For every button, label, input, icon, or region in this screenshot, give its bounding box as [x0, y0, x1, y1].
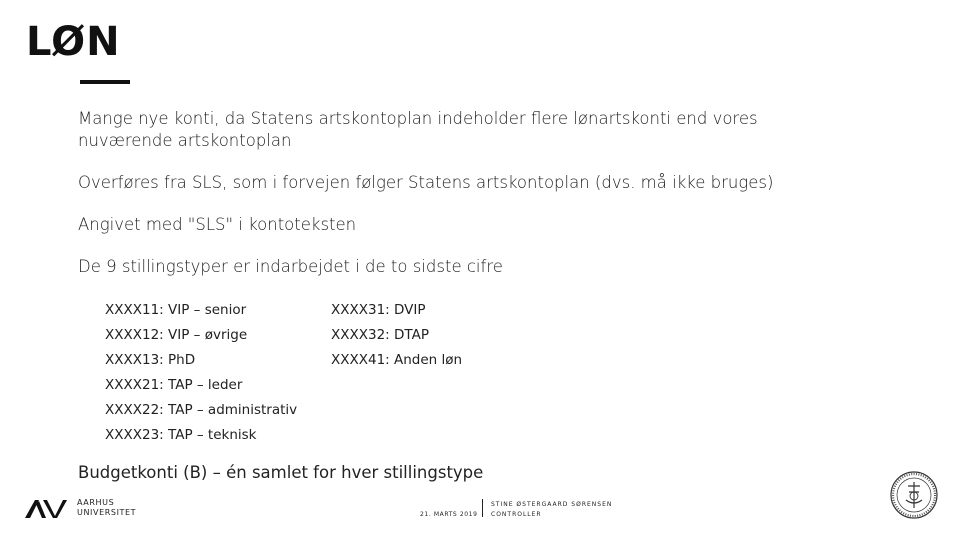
code-item: XXXX31: DVIP [331, 302, 426, 318]
paragraph-3: Angivet med "SLS" i kontoteksten [78, 215, 357, 234]
slide-body [78, 108, 838, 298]
codes-right-column [331, 298, 551, 448]
code-item: XXXX23: TAP – teknisk [105, 427, 257, 443]
university-line-2: UNIVERSITET [77, 508, 137, 517]
code-item: XXXX41: Anden løn [331, 352, 463, 368]
university-name [77, 498, 136, 518]
code-item: XXXX32: DTAP [331, 327, 429, 343]
codes-left-column [105, 298, 331, 448]
code-item: XXXX22: TAP – administrativ [105, 402, 298, 418]
code-item: XXXX21: TAP – leder [105, 377, 243, 393]
code-item: XXXX13: PhD [105, 352, 196, 368]
paragraph-2: Overføres fra SLS, som i forvejen følger Statens artskontoplan (dvs. må ikke bruges) [78, 173, 774, 192]
footer-date: 21. MARTS 2019 [420, 511, 478, 518]
footer-author [491, 500, 612, 520]
position-codes [105, 298, 545, 448]
university-seal-icon [889, 470, 939, 520]
budget-line: Budgetkonti (B) – én samlet for hver stillingstype [78, 463, 484, 482]
code-item: XXXX12: VIP – øvrige [105, 327, 248, 343]
paragraph-4: De 9 stillingstyper er indarbejdet i de to sidste cifre [78, 257, 503, 276]
slide-title: LØN [26, 19, 121, 65]
footer-divider [482, 499, 483, 517]
paragraph-1: Mange nye konti, da Statens artskontoplan indeholder flere lønartskonti end vores nuværende artskontoplan [78, 109, 758, 150]
author-title: CONTROLLER [491, 511, 542, 518]
author-name: STINE ØSTERGAARD SØRENSEN [491, 501, 613, 508]
code-item: XXXX11: VIP – senior [105, 302, 247, 318]
au-logo-icon [24, 496, 72, 520]
title-underline [80, 80, 130, 84]
university-line-1: AARHUS [77, 498, 115, 507]
